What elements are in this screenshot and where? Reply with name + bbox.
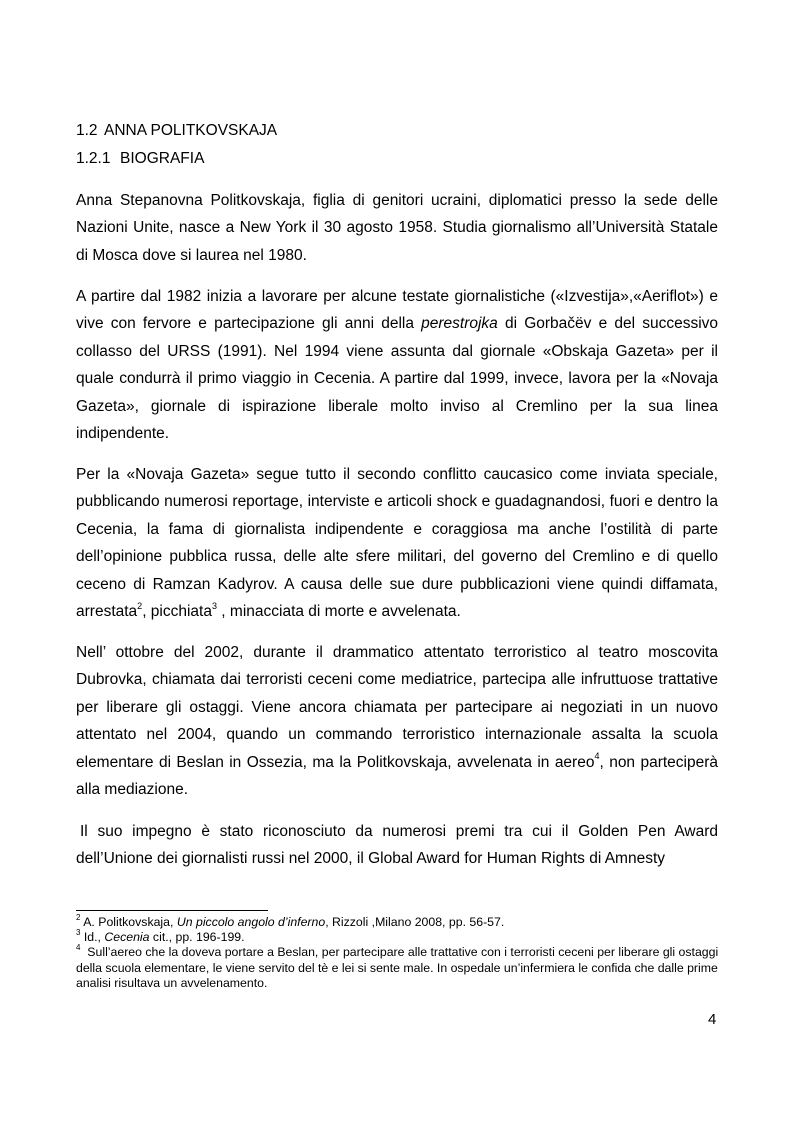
subsection-title: BIOGRAFIA xyxy=(120,150,205,167)
footnote-separator xyxy=(76,910,268,911)
footnote-text: Id., xyxy=(83,930,105,945)
footnote-text: Sull’aereo che la doveva portare a Beslan, per partecipare alle trattative con i terroristi ceceni per liberare gli ostaggi della scuola elementare, le viene servito del tè e lei si sente male. In ospedale un’infermiera le confida che dalle prime analisi risultava un avvelenamento. xyxy=(76,945,719,990)
footnote-4 xyxy=(76,945,721,991)
section-title: ANNA POLITKOVSKAJA xyxy=(104,122,278,139)
subsection-heading xyxy=(76,149,204,169)
section-number: 1.2 xyxy=(76,122,98,139)
footnote-ref-3: 3 xyxy=(211,600,217,611)
paragraph-4-text-a: Nell’ ottobre del 2002, durante il drammatico attentato terroristico al teatro moscovita Dubrovka, chiamata dai terroristi ceceni come mediatrice, partecipa alle infruttuose trattative per liberare gli ostaggi. Viene ancora chiamata per partecipare ai negoziati in un nuovo attentato nel 2004, quando un commando terroristico internazionale assalta la scuola elementare di Beslan in Ossezia, ma la Politkovskaja, avvelenata in aereo xyxy=(76,644,718,771)
subsection-number: 1.2.1 xyxy=(76,150,111,167)
paragraph-5 xyxy=(76,818,718,873)
footnote-2 xyxy=(76,912,721,930)
footnote-text: A. Politkovskaja, xyxy=(83,915,177,929)
paragraph-3-text-a: Per la «Novaja Gazeta» segue tutto il secondo conflitto caucasico come inviata speciale, pubblicando numerosi reportage, interviste e articoli shock e guadagnandosi, fuori e dentro la Cecenia, la fama di giornalista indipendente e coraggiosa ma anche l’ostilità di parte dell’opinione pubblica russa, delle alte sfere militari, del governo del Cremlino e di quello ceceno di Ramzan Kadyrov. A causa delle sue dure pubblicazioni viene quindi diffamata, arrestata xyxy=(76,466,718,621)
footnote-text-end: cit., pp. 196-199. xyxy=(149,930,245,945)
paragraph-2-text-a: A partire dal 1982 inizia a lavorare per alcune testate giornalistiche («Izvestija»,«Aeriflot») e vive con fervore e partecipazione gli anni della xyxy=(76,288,718,333)
footnote-ref-2: 2 xyxy=(137,600,143,611)
footnote-mark: 4 xyxy=(76,943,81,953)
paragraph-4 xyxy=(76,639,718,803)
paragraph-3 xyxy=(76,461,718,625)
footnote-italic: Cecenia xyxy=(104,930,150,945)
footnote-mark: 2 xyxy=(76,912,81,922)
section-heading xyxy=(76,121,277,141)
paragraph-1: Anna Stepanovna Politkovskaja, figlia di genitori ucraini, diplomatici presso la sede delle Nazioni Unite, nasce a New York il 30 agosto 1958. Studia giornalismo all’Università Statale di Mosca dove si laurea nel 1980. xyxy=(76,192,718,264)
page-number: 4 xyxy=(708,1011,717,1028)
footnote-italic: Un piccolo angolo d’inferno xyxy=(176,915,326,929)
paragraph-3-text-b: , picchiata xyxy=(142,603,212,621)
footnote-text-end: , Rizzoli ,Milano 2008, pp. 56-57. xyxy=(325,915,505,929)
paragraph-3-text-c: , minacciata di morte e avvelenata. xyxy=(217,603,461,621)
paragraph-2-italic: perestrojka xyxy=(421,315,498,333)
paragraph-2-text-b: di Gorbačëv e del successivo collasso del URSS (1991). Nel 1994 viene assunta dal giornale «Obskaja Gazeta» per il quale condurrà il primo viaggio in Cecenia. A partire dal 1999, invece, lavora per la «Novaja Gazeta», giornale di ispirazione liberale molto inviso al Cremlino per la sua linea indipendente. xyxy=(76,315,719,443)
paragraph-5-text: Il suo impegno è stato riconosciuto da numerosi premi tra cui il Golden Pen Award dell’Unione dei giornalisti russi nel 2000, il Global Award for Human Rights di Amnesty xyxy=(76,823,718,868)
footnote-mark: 3 xyxy=(76,928,81,938)
footnotes xyxy=(76,912,721,991)
paragraph-4-text-b: , non parteciperà alla mediazione. xyxy=(76,753,719,799)
footnote-3 xyxy=(76,930,721,945)
footnote-ref-4: 4 xyxy=(594,751,600,762)
paragraph-2 xyxy=(76,283,718,447)
